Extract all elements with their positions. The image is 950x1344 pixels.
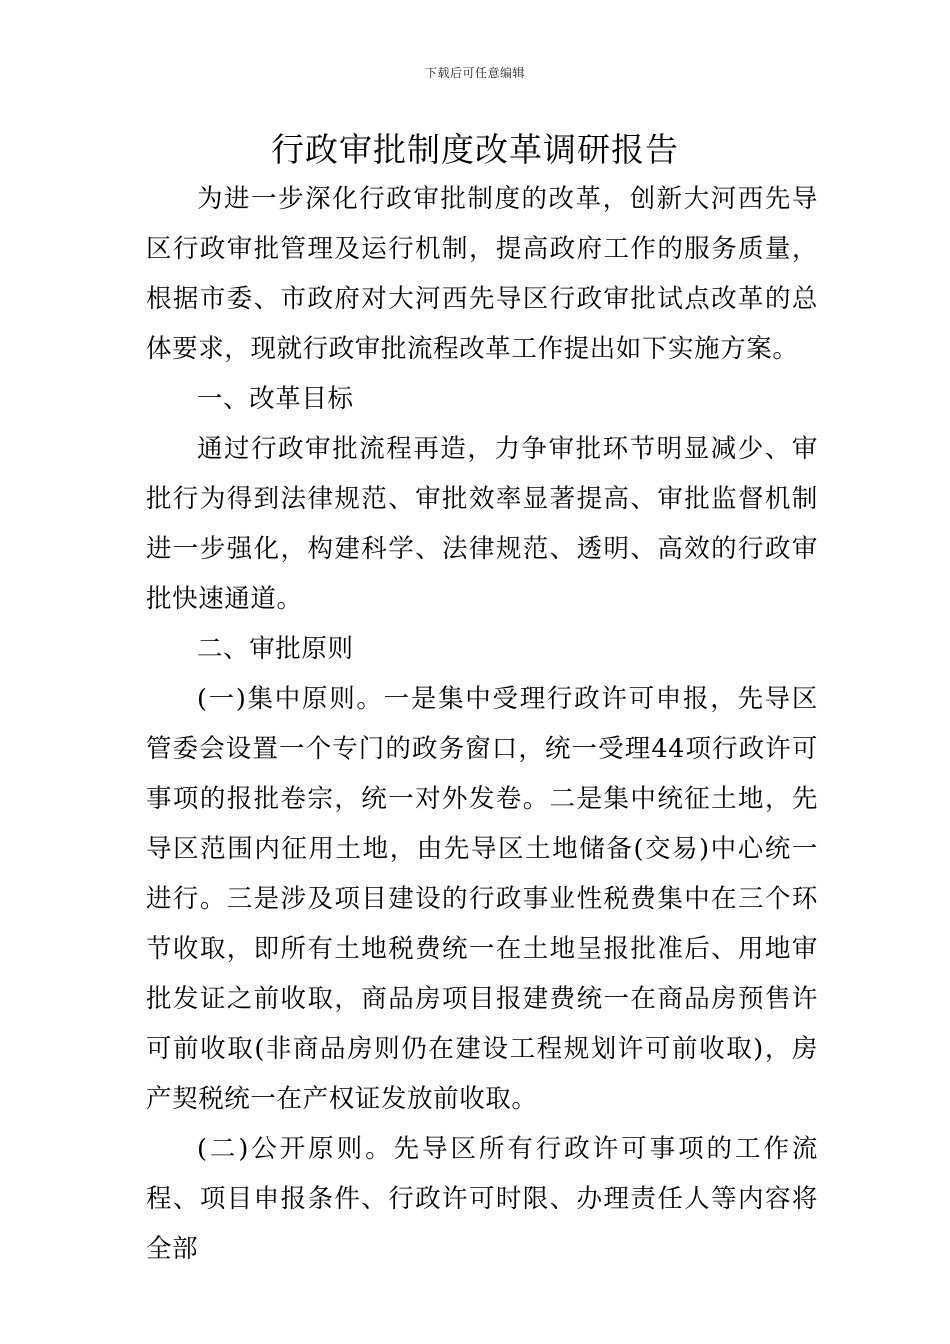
header-note: 下载后可任意编辑 [424, 66, 525, 80]
principle-centralization-paragraph: (一)集中原则。一是集中受理行政许可申报，先导区管委会设置一个专门的政务窗口，统一受理44项行政许可事项的报批卷宗，统一对外发卷。二是集中统征土地，先导区范围内征用土地，由先导区土地储备(交易)中心统一进行。三是涉及项目建设的行政事业性税费集中在三个环节收取，即所有土地税费统一在土地呈报批准后、用地审批发证之前收取，商品房项目报建费统一在商品房预售许可前收取(非商品房则仍在建设工程规划许可前收取)，房产契税统一在产权证发放前收取。 [146, 684, 818, 1114]
principle-openness-paragraph: (二)公开原则。先导区所有行政许可事项的工作流程、项目申报条件、行政许可时限、办理责任人等内容将全部 [146, 1134, 818, 1264]
document-body [146, 174, 818, 1274]
document-title: 行政审批制度改革调研报告 [271, 130, 679, 169]
goals-paragraph: 通过行政审批流程再造，力争审批环节明显减少、审批行为得到法律规范、审批效率显著提高、审批监督机制进一步强化，构建科学、法律规范、透明、高效的行政审批快速通道。 [146, 434, 818, 614]
section-heading-principles: 二、审批原则 [197, 634, 354, 664]
intro-paragraph: 为进一步深化行政审批制度的改革，创新大河西先导区行政审批管理及运行机制，提高政府工作的服务质量，根据市委、市政府对大河西先导区行政审批试点改革的总体要求，现就行政审批流程改革工作提出如下实施方案。 [146, 184, 818, 364]
section-heading-goals: 一、改革目标 [197, 384, 354, 414]
